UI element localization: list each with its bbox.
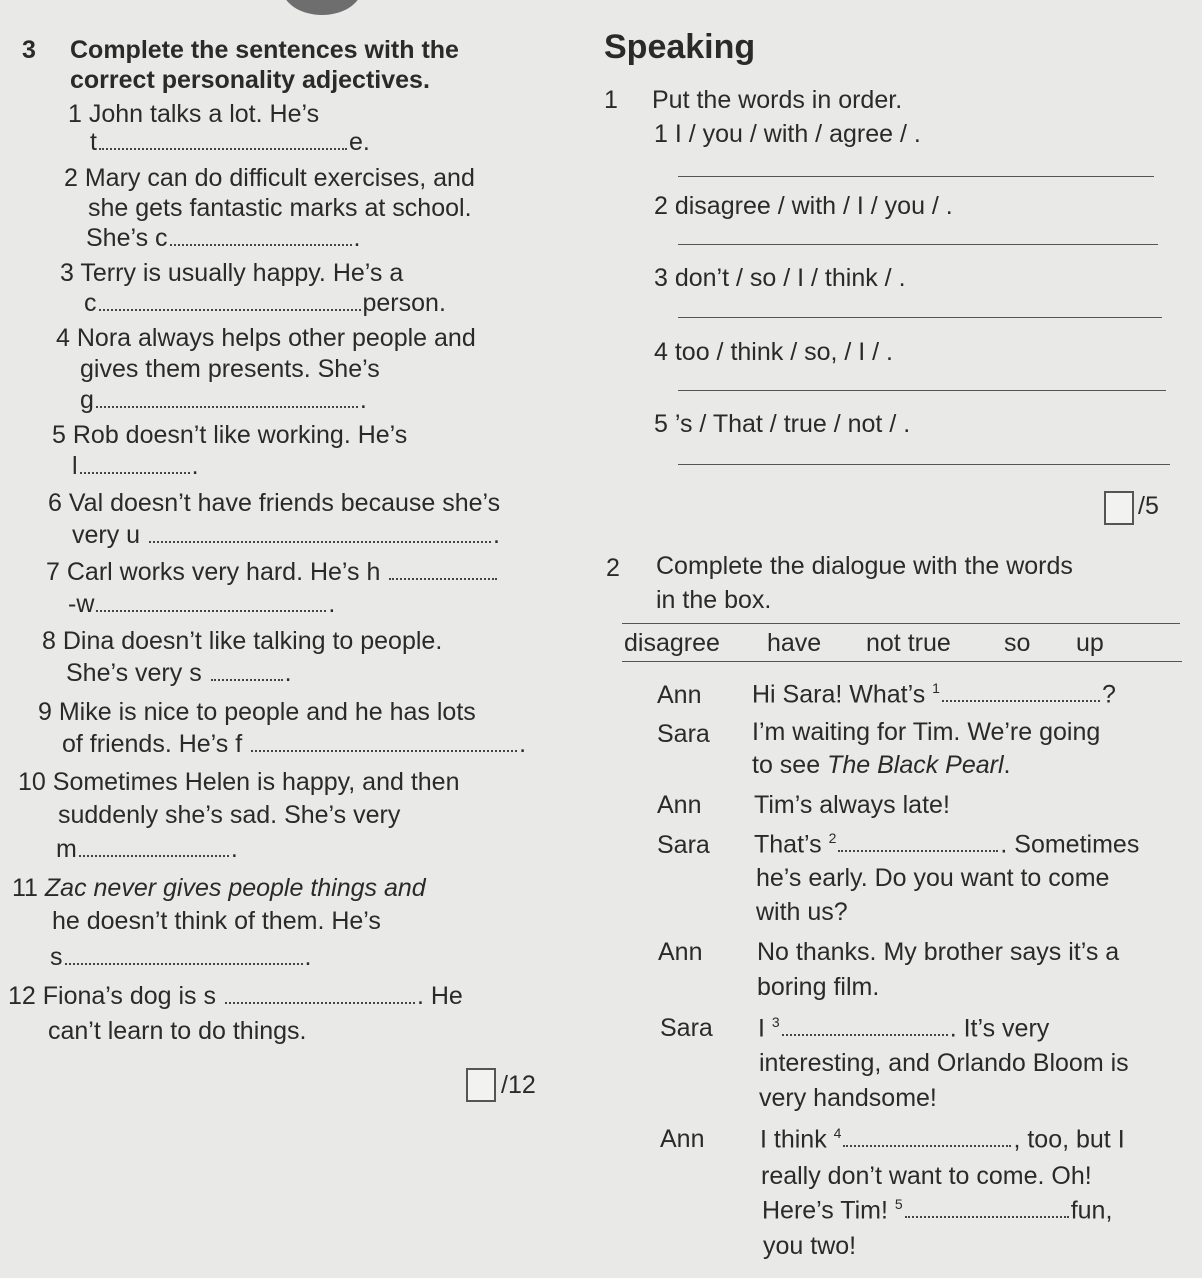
- word-box-item: up: [1076, 629, 1104, 657]
- dialogue-line: Tim’s always late!: [754, 791, 950, 819]
- dialogue-line[interactable]: Here’s Tim! $^5$ fun,: [762, 1196, 1113, 1225]
- speaker-name: Ann: [660, 1125, 705, 1153]
- sentence-item-8: 8 Dina doesn’t like talking to people.: [42, 627, 443, 655]
- word-order-item: 5 ’s / That / true / not / .: [654, 410, 911, 438]
- sentence-item-12-line2: can’t learn to do things.: [48, 1017, 307, 1045]
- section-title: Speaking: [604, 28, 756, 66]
- dialogue-line[interactable]: Hi Sara! What’s $^1$ ?: [752, 680, 1116, 709]
- score-total: /12: [501, 1071, 536, 1099]
- exercise-number: 3: [22, 36, 36, 64]
- speaker-name: Ann: [657, 681, 702, 709]
- sentence-item-6: 6 Val doesn’t have friends because she’s: [48, 489, 501, 517]
- dialogue-line: with us?: [756, 898, 848, 926]
- answer-line-7[interactable]: -w .: [68, 590, 336, 618]
- answer-line-9[interactable]: of friends. He’s f .: [62, 730, 527, 758]
- answer-line-1[interactable]: t e.: [90, 128, 370, 156]
- exercise-instruction: in the box.: [656, 586, 772, 614]
- speaker-name: Ann: [657, 791, 702, 819]
- word-box-item: so: [1004, 629, 1031, 657]
- exercise-instruction: Complete the sentences with the: [70, 36, 459, 64]
- sentence-item-1: 1 John talks a lot. He’s: [68, 100, 320, 128]
- answer-line[interactable]: [678, 464, 1170, 465]
- answer-line-8[interactable]: She’s very s .: [66, 659, 292, 687]
- dialogue-line: boring film.: [757, 973, 880, 1001]
- score-box[interactable]: [1104, 491, 1134, 525]
- sentence-item-2-line2: she gets fantastic marks at school.: [88, 194, 472, 222]
- dialogue-line: very handsome!: [759, 1084, 937, 1112]
- word-box-item: not true: [866, 629, 951, 657]
- answer-line[interactable]: [678, 244, 1158, 245]
- dialogue-line: interesting, and Orlando Bloom is: [759, 1049, 1129, 1077]
- answer-line-10[interactable]: m .: [56, 835, 238, 863]
- sentence-item-9: 9 Mike is nice to people and he has lots: [38, 698, 476, 726]
- sentence-item-10: 10 Sometimes Helen is happy, and then: [18, 768, 460, 796]
- score-total: /5: [1138, 492, 1159, 520]
- answer-line[interactable]: [678, 176, 1154, 177]
- dialogue-line: No thanks. My brother says it’s a: [757, 938, 1120, 966]
- exercise-number: 1: [604, 86, 618, 114]
- answer-line-2[interactable]: She’s c .: [86, 224, 361, 252]
- word-box-item: disagree: [624, 629, 720, 657]
- score-box[interactable]: [466, 1068, 496, 1102]
- answer-line-11[interactable]: s .: [50, 943, 312, 971]
- dialogue-line: I’m waiting for Tim. We’re going: [752, 718, 1101, 746]
- dialogue-line: you two!: [763, 1232, 857, 1260]
- word-order-item: 1 I / you / with / agree / .: [654, 120, 921, 148]
- speaker-name: Sara: [657, 720, 710, 748]
- binder-hole: [282, 0, 362, 15]
- exercise-instruction: Put the words in order.: [652, 86, 903, 114]
- word-box-item: have: [767, 629, 822, 657]
- sentence-item-7[interactable]: 7 Carl works very hard. He’s h: [46, 558, 499, 587]
- dialogue-line: to see The Black Pearl.: [752, 751, 1011, 779]
- sentence-item-11-line2: he doesn’t think of them. He’s: [52, 907, 381, 935]
- exercise-number: 2: [606, 554, 620, 582]
- speaker-name: Sara: [657, 831, 710, 859]
- answer-line[interactable]: [678, 317, 1162, 318]
- exercise-instruction: correct personality adjectives.: [70, 66, 430, 94]
- answer-line-5[interactable]: l .: [72, 452, 199, 480]
- word-box-bottom-border: [622, 661, 1182, 662]
- sentence-item-12[interactable]: 12 Fiona’s dog is s . He: [8, 982, 463, 1010]
- dialogue-line: really don’t want to come. Oh!: [761, 1162, 1092, 1190]
- word-order-item: 2 disagree / with / I / you / .: [654, 192, 953, 220]
- sentence-item-4-line2: gives them presents. She’s: [80, 355, 380, 383]
- sentence-item-10-line2: suddenly she’s sad. She’s very: [58, 801, 401, 829]
- sentence-item-2: 2 Mary can do difficult exercises, and: [64, 164, 475, 192]
- word-order-item: 4 too / think / so, / I / .: [654, 338, 894, 366]
- sentence-item-4: 4 Nora always helps other people and: [56, 324, 476, 352]
- word-box-top-border: [622, 623, 1180, 624]
- answer-line-6[interactable]: very u .: [72, 521, 500, 549]
- answer-line-3[interactable]: c person.: [84, 289, 446, 317]
- dialogue-line[interactable]: I think $^4$ , too, but I: [760, 1125, 1125, 1154]
- speaker-name: Sara: [660, 1014, 713, 1042]
- sentence-item-11: 11 Zac never gives people things and: [12, 874, 426, 902]
- sentence-item-5: 5 Rob doesn’t like working. He’s: [52, 421, 408, 449]
- sentence-item-3: 3 Terry is usually happy. He’s a: [60, 259, 404, 287]
- answer-line[interactable]: [678, 390, 1166, 391]
- dialogue-line[interactable]: That’s $^2$ . Sometimes: [754, 830, 1140, 859]
- dialogue-line[interactable]: I $^3$ . It’s very: [758, 1014, 1050, 1043]
- exercise-instruction: Complete the dialogue with the words: [656, 552, 1073, 580]
- speaker-name: Ann: [658, 938, 703, 966]
- word-order-item: 3 don’t / so / I / think / .: [654, 264, 906, 292]
- answer-line-4[interactable]: g .: [80, 386, 367, 414]
- dialogue-line: he’s early. Do you want to come: [756, 864, 1110, 892]
